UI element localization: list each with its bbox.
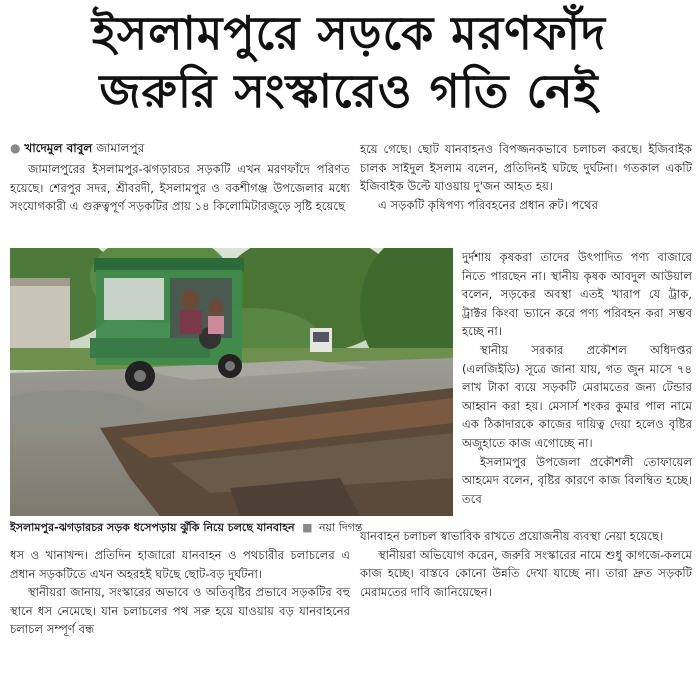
article-paragraph: হয়ে গেছে। ছোট যানবাহনও বিপজ্জনকভাবে চলাচল করছে। ইজিবাইক চালক সাইদুল ইসলাম বলেন, প্রতিদিনই ঘটছে দুর্ঘটনা। গতকাল একটি ইজিবাইক উল্টে যাওয়ায় দু'জন আহত হয়। xyxy=(360,142,692,194)
caption-separator-icon: ■ xyxy=(302,521,313,534)
caption-credit: নয়া দিগন্ত xyxy=(318,521,363,534)
article-paragraph: এ সড়কটি কৃষিপণ্য পরিবহনের প্রধান রুট। পথের xyxy=(378,197,598,212)
left-column-bottom xyxy=(10,546,350,639)
article-paragraph: দুর্দশায় কৃষকরা তাদের উৎপাদিত পণ্য বাজারে নিতে পারছেন না। স্থানীয় কৃষক আবদুল আউয়াল বলেন, সড়কের অবস্থা এতই খারাপ যে ট্রাক, ট্রাক্টর কিংবা ভ্যানে করে পণ্য পরিবহন করা সম্ভব হচ্ছে না। xyxy=(462,250,692,339)
right-column-top xyxy=(360,140,692,214)
article-paragraph: জামালপুরের ইসলামপুর-ঝগড়ারচর সড়কটি এখন মরণফাঁদে পরিণত হয়েছে। শেরপুর সদর, শ্রীবরদী, ইসলামপুর ও বকশীগঞ্জ উপজেলার মধ্যে সংযোগকারী এ গুরুত্বপূর্ণ সড়কটির প্রায় ১৪ কিলোমিটারজুড়ে সৃষ্টি হয়েছে xyxy=(10,162,350,214)
article-paragraph: স্থানীয়রা অভিযোগ করেন, জরুরি সংস্কারের নামে শুধু কাগজে-কলমে কাজ হচ্ছে। বাস্তবে কোনো উন্নতি দেখা যাচ্ছে না। তারা দ্রুত সড়কটি মেরামতের দাবি জানিয়েছেন। xyxy=(360,547,692,599)
article-paragraph: স্থানীয়রা জানায়, সংস্কারের অভাবে ও অতিবৃষ্টির প্রভাবে সড়কটির বহু স্থানে ধস নেমেছে। যান চলাচলের পথ সরু হয়ে যাওয়ায় বড় যানবাহনের চলাচল সম্পূর্ণ বন্ধ xyxy=(10,585,350,637)
road-collapse-photo xyxy=(10,248,453,516)
bullet-icon: ● xyxy=(10,141,21,155)
article-paragraph: স্থানীয় সরকার প্রকৌশল অধিদপ্তর (এলজিইডি) সূত্রে জানা যায়, গত জুন মাসে ৭৪ লাখ টাকা ব্যয়ে সড়কটি মেরামতের জন্য টেন্ডার আহ্বান করা হয়। মেসার্স শংকর কুমার পাল নামে এক ঠিকাদারকে কাজের দায়িত্ব দেয়া হলেও বৃষ্টির অজুহাতে কাজ এগোচ্ছে না। xyxy=(462,342,692,450)
article-paragraph: যানবাহন চলাচল স্বাভাবিক রাখতে প্রয়োজনীয় ব্যবস্থা নেয়া হয়েছে। xyxy=(360,529,664,543)
headline-line-1: ইসলামপুরে সড়কে মরণফাঁদ xyxy=(91,6,607,60)
right-column-lower xyxy=(462,248,692,508)
right-column-bottom xyxy=(360,527,692,601)
article-paragraph: ধস ও খানাখন্দ। প্রতিদিন হাজারো যানবাহন ও পথচারীর চলাচলের এ প্রধান সড়কটিতে এখন অহরহই ঘটছে ছোট-বড় দুর্ঘটনা। xyxy=(10,548,350,581)
news-photo xyxy=(10,248,453,516)
caption-text: ইসলামপুর-ঝগড়ারচর সড়ক ধসেপড়ায় ঝুঁকি নিয়ে চলছে যানবাহন xyxy=(10,521,295,534)
headline-line-2: জরুরি সংস্কারেও গতি নেই xyxy=(99,64,599,118)
reporter-name: খাদেমুল বাবুল xyxy=(24,141,93,155)
reporter-place: জামালপুর xyxy=(96,141,145,155)
article-paragraph: ইসলামপুর উপজেলা প্রকৌশলী তোফায়েল আহমেদ বলেন, বৃষ্টির কারণে কাজ বিলম্বিত হচ্ছে। তবে xyxy=(462,454,692,506)
headline xyxy=(0,4,698,120)
byline xyxy=(10,140,350,157)
left-column-top xyxy=(10,140,350,216)
